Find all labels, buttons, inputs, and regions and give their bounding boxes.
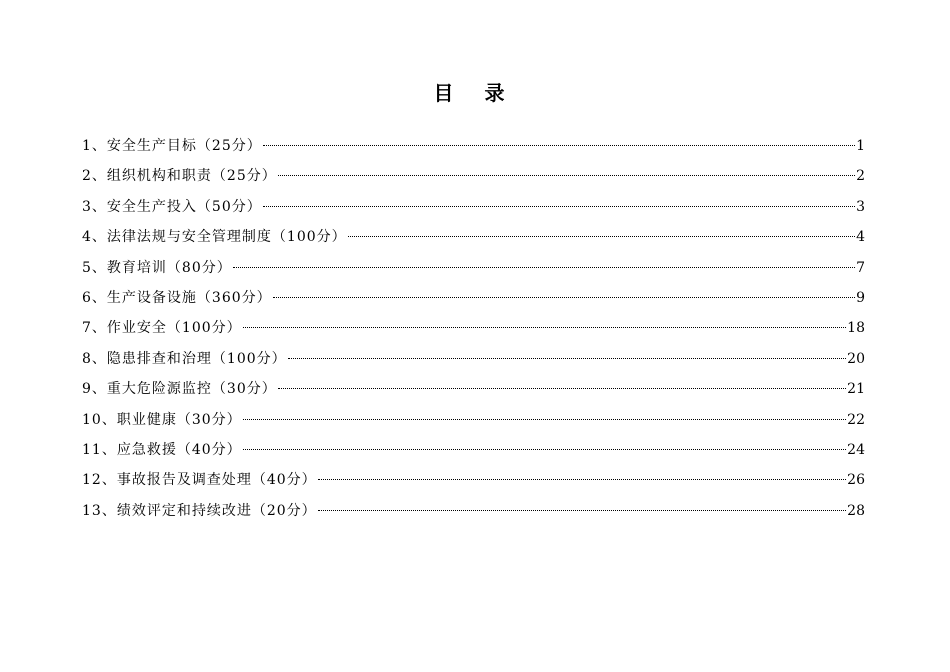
toc-leader-dots — [278, 388, 846, 389]
toc-entry-text: 5、教育培训（80分） — [82, 259, 232, 276]
toc-entry-text: 10、职业健康（30分） — [82, 411, 242, 428]
toc-list — [82, 131, 865, 526]
toc-entry-page: 1 — [856, 138, 865, 154]
toc-entry-text: 6、生产设备设施（360分） — [82, 289, 272, 306]
toc-leader-dots — [243, 419, 847, 420]
toc-leader-dots — [318, 510, 847, 511]
toc-entry-text: 1、安全生产目标（25分） — [82, 138, 262, 154]
toc-entry-text: 4、法律法规与安全管理制度（100分） — [82, 229, 347, 246]
toc-entry-page: 3 — [856, 198, 865, 215]
toc-entry-page: 4 — [856, 229, 865, 246]
toc-entry[interactable] — [82, 344, 865, 374]
toc-entry[interactable] — [82, 374, 865, 404]
toc-leader-dots — [233, 267, 855, 268]
toc-entry-page: 9 — [856, 289, 865, 306]
toc-entry[interactable] — [82, 405, 865, 435]
toc-entry[interactable] — [82, 131, 865, 161]
toc-entry[interactable] — [82, 192, 865, 222]
toc-entry-page: 2 — [856, 168, 865, 185]
toc-entry[interactable] — [82, 161, 865, 191]
toc-entry-text: 3、安全生产投入（50分） — [82, 198, 262, 215]
toc-leader-dots — [263, 145, 855, 146]
toc-entry[interactable] — [82, 496, 865, 526]
toc-leader-dots — [243, 449, 847, 450]
toc-entry[interactable] — [82, 313, 865, 343]
toc-entry[interactable] — [82, 435, 865, 465]
toc-entry-page: 26 — [847, 472, 865, 489]
toc-entry-page: 7 — [856, 259, 865, 276]
toc-entry[interactable] — [82, 465, 865, 495]
toc-entry[interactable] — [82, 283, 865, 313]
toc-leader-dots — [348, 236, 855, 237]
toc-entry-text: 2、组织机构和职责（25分） — [82, 168, 277, 185]
toc-entry-page: 22 — [847, 411, 865, 428]
toc-entry-page: 20 — [847, 350, 865, 367]
toc-entry-text: 11、应急救援（40分） — [82, 441, 242, 458]
toc-leader-dots — [273, 297, 855, 298]
toc-entry-text: 7、作业安全（100分） — [82, 320, 242, 337]
toc-leader-dots — [263, 206, 855, 207]
toc-leader-dots — [278, 175, 855, 176]
toc-leader-dots — [243, 327, 847, 328]
toc-entry[interactable] — [82, 253, 865, 283]
toc-leader-dots — [318, 479, 847, 480]
toc-leader-dots — [288, 358, 847, 359]
toc-entry-text: 8、隐患排查和治理（100分） — [82, 350, 287, 367]
toc-entry-page: 28 — [847, 502, 865, 519]
toc-entry-text: 12、事故报告及调查处理（40分） — [82, 472, 317, 489]
toc-entry-page: 18 — [847, 320, 865, 337]
toc-entry-page: 24 — [847, 441, 865, 458]
toc-entry-page: 21 — [847, 381, 865, 398]
toc-entry-text: 13、绩效评定和持续改进（20分） — [82, 502, 317, 519]
toc-entry[interactable] — [82, 222, 865, 252]
toc-entry-text: 9、重大危险源监控（30分） — [82, 381, 277, 398]
toc-title: 目 录 — [433, 81, 517, 105]
